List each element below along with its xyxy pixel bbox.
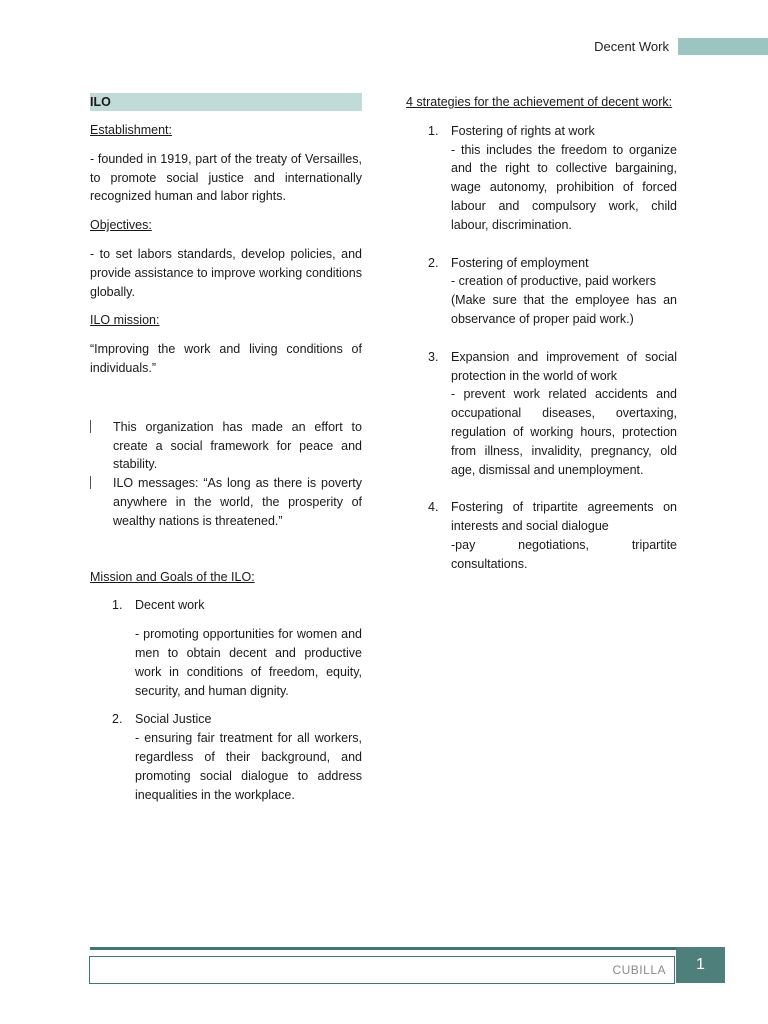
list-item: 1. Decent work - promoting opportunities for women and men to obtain decent and productive work in conditions of freedom, equity, security, and human dignity. [135,596,362,700]
strategies-list [406,122,677,574]
objectives-label: Objectives: [90,218,152,233]
strategy-desc: -pay negotiations, tripartite consultations. [451,537,677,571]
bullet-marker-icon [90,476,97,489]
establishment-text: - founded in 1919, part of the treaty of Versailles, to promote social justice and internationally recognized human and labor rights. [90,151,362,204]
strategy-title: Expansion and improvement of social protection in the world of work [451,349,677,383]
strategy-title: Fostering of tripartite agreements on interests and social dialogue [451,500,677,534]
list-item: 1. Fostering of rights at work - this includes the freedom to organize and the right to collective bargaining, wage autonomy, prohibition of forced labour and compulsory work, child labour, discrimination. [451,122,677,235]
list-item: 4. Fostering of tripartite agreements on interests and social dialogue -pay negotiations, tripartite consultations. [451,498,677,573]
mission-label: ILO mission: [90,313,160,328]
establishment-label: Establishment: [90,123,172,137]
bullet-marker-icon [90,420,97,433]
strategy-note: (Make sure that the employee has an observance of proper paid work.) [451,293,677,326]
right-column [406,93,677,574]
footer-box [89,956,675,984]
objectives-text: - to set labors standards, develop policies, and provide assistance to improve working conditions globally. [90,246,362,299]
goals-list [90,596,362,804]
list-item: 2. Fostering of employment - creation of productive, paid workers (Make sure that the employee has an observance of proper paid work.) [451,254,677,329]
header-title: Decent Work [594,39,669,54]
ilo-heading: ILO [90,93,362,111]
goal-title: Social Justice [135,712,212,727]
goal-title: Decent work [135,598,205,613]
strategy-title: Fostering of rights at work [451,123,595,138]
strategy-desc: - creation of productive, paid workers [451,274,656,289]
ilo-bullet-list [90,418,362,531]
strategy-desc: - prevent work related accidents and occupational diseases, overtaxing, regulation of working hours, protection from illness, invalidity, pregnancy, old age, dismissal and unemployment. [451,387,677,477]
list-item: 2. Social Justice - ensuring fair treatment for all workers, regardless of their background, and promoting social dialogue to address inequalities in the workplace. [135,710,362,804]
header-accent-bar [678,38,768,55]
goals-label: Mission and Goals of the ILO: [90,569,255,584]
strategies-label: 4 strategies for the achievement of decent work: [406,95,673,109]
mission-text: “Improving the work and living conditions of individuals.” [90,342,362,375]
strategy-title: Fostering of employment [451,255,589,270]
footer-rule [90,947,676,950]
strategy-desc: - this includes the freedom to organize and the right to collective bargaining, wage autonomy, prohibition of forced labour and compulsory work, child labour, discrimination. [451,142,677,232]
footer-author: CUBILLA [612,963,666,977]
goal-desc: - ensuring fair treatment for all workers, regardless of their background, and promoting social dialogue to address inequalities in the workplace. [135,731,362,802]
list-item: 3. Expansion and improvement of social protection in the world of work - prevent work related accidents and occupational diseases, overtaxing, regulation of working hours, protection from illness, invalidity, pregnancy, old age, dismissal and unemployment. [451,348,677,480]
list-item: ILO messages: “As long as there is poverty anywhere in the world, the prosperity of wealthy nations is threatened.” [90,474,362,530]
list-item: This organization has made an effort to create a social framework for peace and stability. [90,418,362,474]
goal-desc: - promoting opportunities for women and men to obtain decent and productive work in conditions of freedom, equity, security, and human dignity. [135,627,362,698]
page-number: 1 [676,947,725,983]
left-column [90,93,362,804]
